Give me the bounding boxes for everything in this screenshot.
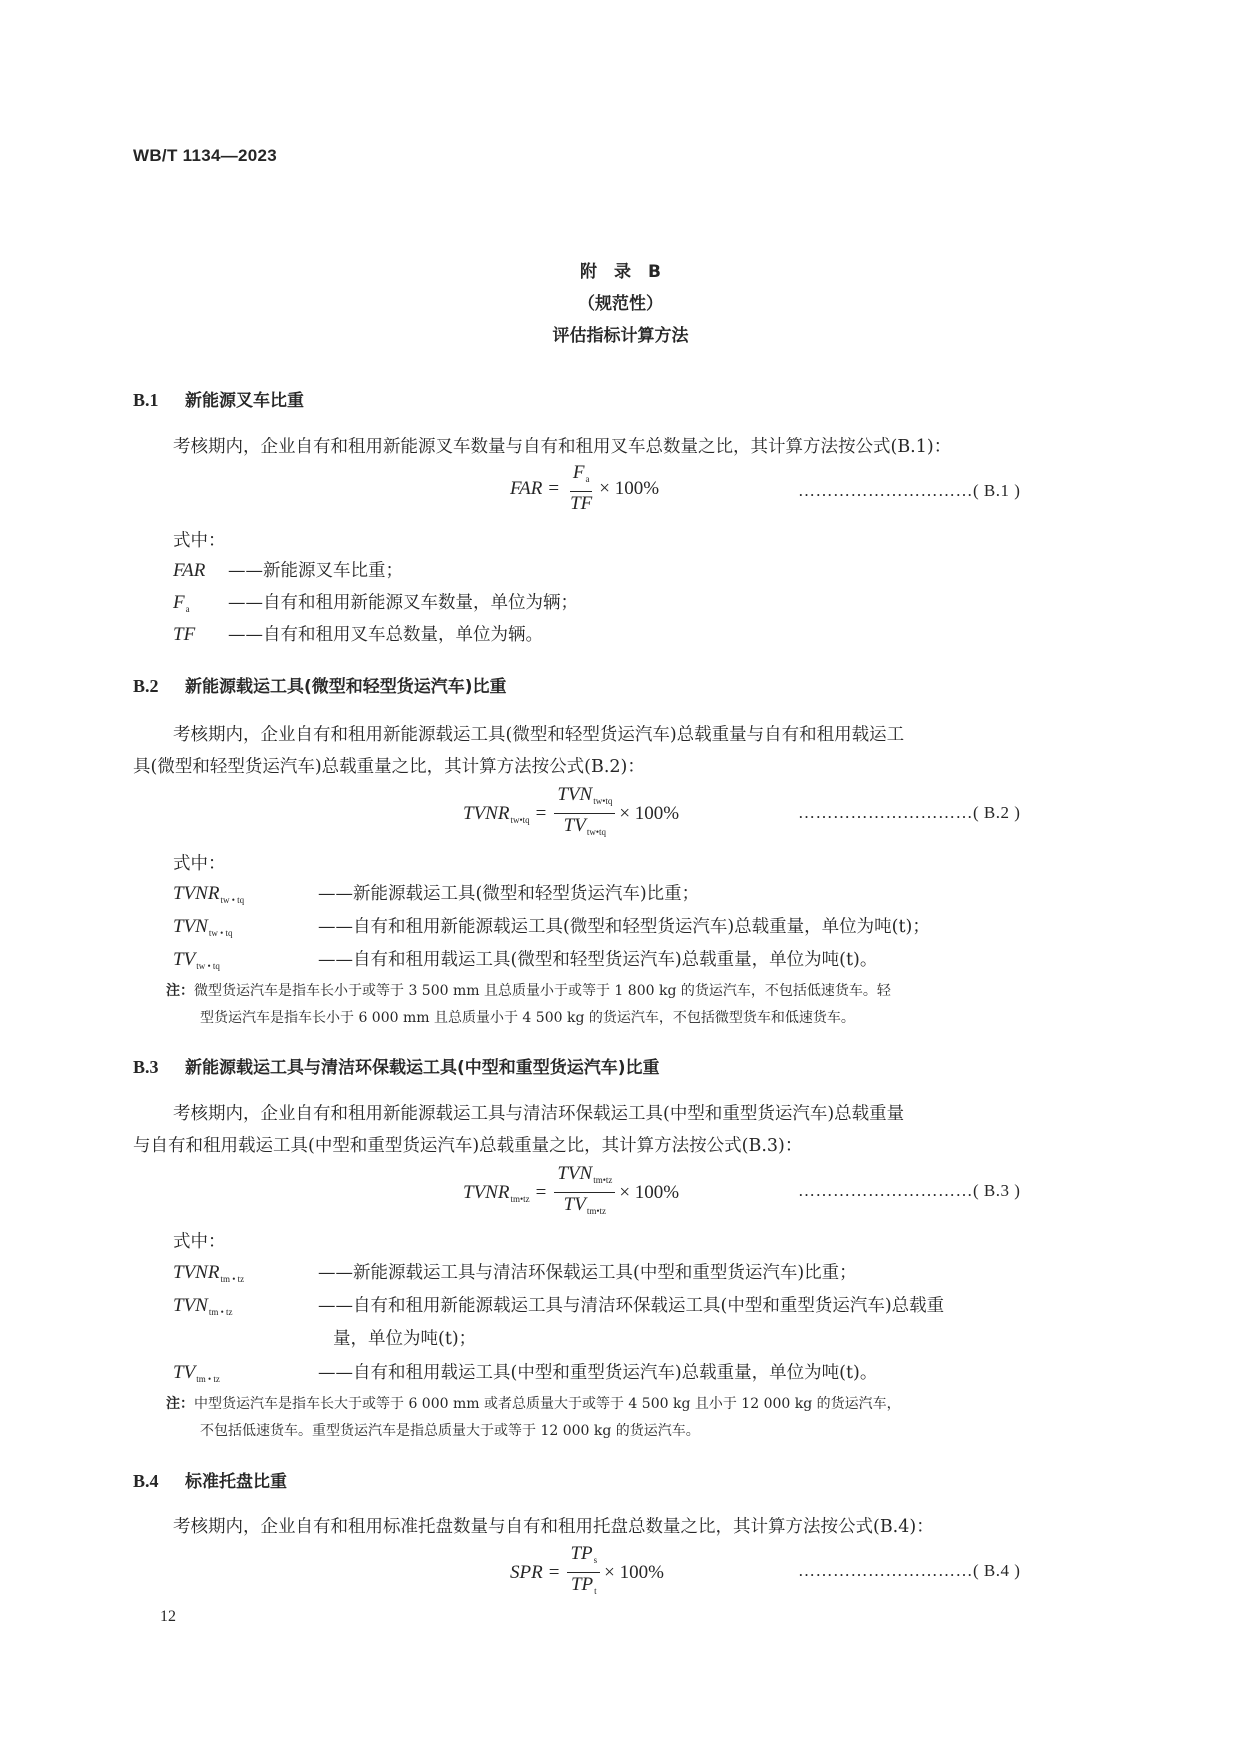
definition-row: TF ——自有和租用叉车总数量，单位为辆。 [173, 624, 543, 645]
section-number: B.2 [133, 676, 159, 696]
percent-factor: × 100% [619, 802, 680, 824]
formula-lhs: TVNR [463, 1181, 510, 1203]
equals-sign: = [548, 477, 560, 499]
note-line: 注：微型货运汽车是指车长小于或等于 3 500 mm 且总质量小于或等于 1 800 kg 的货运汽车，不包括低速货车。轻 [166, 983, 891, 999]
standard-code: WB/T 1134—2023 [133, 146, 278, 165]
numerator: $TVN_{tw•tq}$ [554, 784, 615, 814]
section-heading-b2 [133, 672, 507, 697]
where-label: 式中： [173, 1232, 226, 1252]
section-title: 新能源载运工具(微型和轻型货运汽车)比重 [185, 677, 507, 697]
note-line: 注：中型货运汽车是指车长大于或等于 6 000 mm 或者总质量大于或等于 4 500 kg 且小于 12 000 kg 的货运汽车， [166, 1396, 901, 1412]
formula-b4 [510, 1543, 664, 1602]
percent-factor: × 100% [599, 477, 660, 499]
paragraph-line: 考核期内，企业自有和租用新能源载运工具与清洁环保载运工具(中型和重型货运汽车)总载重量 [173, 1104, 905, 1124]
numerator: $TVN_{tm•tz}$ [554, 1163, 615, 1193]
percent-factor: × 100% [619, 1181, 680, 1203]
paragraph-line: 与自有和租用载运工具(中型和重型货运汽车)总载重量之比，其计算方法按公式(B.3)： [133, 1136, 803, 1156]
note-line: 型货运汽车是指车长小于 6 000 mm 且总质量小于 4 500 kg 的货运汽车，不包括微型货车和低速货车。 [200, 1010, 855, 1026]
formula-lhs: TVNR [463, 802, 510, 824]
paragraph: 考核期内，企业自有和租用新能源叉车数量与自有和租用叉车总数量之比，其计算方法按公式(B.1)： [173, 437, 952, 457]
section-title: 标准托盘比重 [185, 1472, 287, 1492]
formula-b1 [510, 462, 659, 515]
formula-lhs: SPR [510, 1561, 543, 1583]
where-label: 式中： [173, 854, 226, 874]
equation-number: …………………………( B.3 ) [798, 1181, 1021, 1200]
equation-number: …………………………( B.1 ) [798, 481, 1021, 500]
annex-title: 附 录 B [580, 262, 661, 282]
definition-continuation: 量，单位为吨(t)； [333, 1329, 477, 1349]
equals-sign: = [535, 1181, 547, 1203]
numerator: $TP_s$ [567, 1543, 600, 1573]
section-heading-b1 [133, 386, 304, 411]
fraction [567, 462, 595, 515]
section-number: B.1 [133, 390, 159, 410]
section-title: 新能源载运工具与清洁环保载运工具(中型和重型货运汽车)比重 [185, 1058, 660, 1078]
paragraph-line: 考核期内，企业自有和租用新能源载运工具(微型和轻型货运汽车)总载重量与自有和租用载运工 [173, 725, 905, 745]
definition-row: $TVN_{tw • tq}$ ——自有和租用新能源载运工具(微型和轻型货运汽车)总载重量，单位为吨(t)； [173, 916, 930, 938]
fraction [554, 784, 615, 843]
denominator: TF [570, 493, 593, 514]
equals-sign: = [535, 802, 547, 824]
annex-subtitle: 评估指标计算方法 [552, 326, 689, 346]
equation-number: …………………………( B.4 ) [798, 1561, 1021, 1580]
definition-row: $TVNR_{tm • tz}$ ——新能源载运工具与清洁环保载运工具(中型和重型货运汽车)比重； [173, 1262, 857, 1284]
denominator: $TV_{tw•tq}$ [563, 815, 606, 837]
equals-sign: = [548, 1561, 560, 1583]
page-number: 12 [160, 1608, 176, 1625]
definition-row: $TV_{tw • tq}$ ——自有和租用载运工具(微型和轻型货运汽车)总载重量，单位为吨(t)。 [173, 949, 878, 971]
percent-factor: × 100% [604, 1561, 664, 1583]
formula-lhs: FAR [510, 477, 543, 499]
fraction [567, 1543, 600, 1602]
note-line: 不包括低速货车。重型货运汽车是指总质量大于或等于 12 000 kg 的货运汽车。 [200, 1423, 700, 1439]
section-number: B.4 [133, 1471, 159, 1491]
note-label: 注： [166, 983, 194, 999]
denominator: $TP_t$ [570, 1574, 597, 1596]
definition-row: $TVNR_{tw • tq}$ ——新能源载运工具(微型和轻型货运汽车)比重； [173, 883, 700, 905]
where-label: 式中： [173, 531, 226, 551]
numerator: $F_a$ [570, 462, 593, 492]
annex-type: （规范性） [578, 294, 663, 314]
equation-number: …………………………( B.2 ) [798, 803, 1021, 822]
section-title: 新能源叉车比重 [185, 391, 304, 411]
paragraph-line: 具(微型和轻型货运汽车)总载重量之比，其计算方法按公式(B.2)： [133, 757, 645, 777]
note-label: 注： [166, 1396, 194, 1412]
formula-b2: $TVNR_{tw•tq}$ = $\frac{TVN_{tw•tq}}{TV_{tw•tq}}$ × 100% [463, 784, 679, 843]
definition-row: $F_a$ ——自有和租用新能源叉车数量，单位为辆； [173, 592, 578, 614]
fraction [554, 1163, 615, 1222]
paragraph: 考核期内，企业自有和租用标准托盘数量与自有和租用托盘总数量之比，其计算方法按公式(B.4)： [173, 1517, 934, 1537]
formula-b3: $TVNR_{tm•tz}$ = $\frac{TVN_{tm•tz}}{TV_{tm•tz}}$ × 100% [463, 1163, 679, 1222]
definition-row: $TVN_{tm • tz}$ ——自有和租用新能源载运工具与清洁环保载运工具(中型和重型货运汽车)总载重 [173, 1295, 945, 1317]
denominator: $TV_{tm•tz}$ [563, 1194, 606, 1216]
section-number: B.3 [133, 1057, 159, 1077]
section-heading-b4 [133, 1467, 287, 1492]
definition-row: $TV_{tm • tz}$ ——自有和租用载运工具(中型和重型货运汽车)总载重量，单位为吨(t)。 [173, 1362, 878, 1384]
definition-row: FAR ——新能源叉车比重； [173, 560, 403, 581]
section-heading-b3 [133, 1053, 660, 1078]
